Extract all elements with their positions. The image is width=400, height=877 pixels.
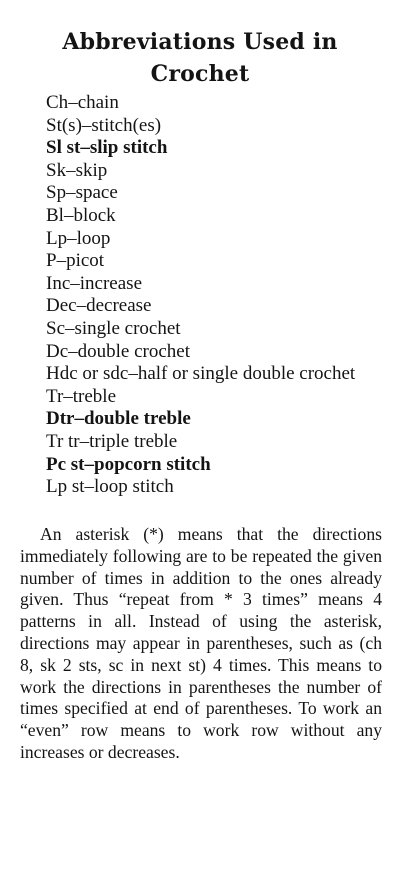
abbreviation-separator: – [128,363,138,385]
abbreviation-item [46,408,386,431]
abbreviation-term: Pc st [46,453,85,475]
abbreviation-meaning: double treble [83,408,191,430]
abbreviation-term: Dc [46,340,69,362]
abbreviation-item [46,205,386,228]
abbreviation-term: Lp st [46,476,85,498]
abbreviation-meaning: half or single double crochet [137,363,356,385]
abbreviation-item [46,137,386,160]
abbreviation-term: Sk [46,159,67,181]
abbreviation-separator: – [68,340,78,362]
abbreviation-term: Lp [46,227,68,249]
abbreviation-meaning: triple treble [89,430,178,452]
abbreviation-separator: – [63,204,74,226]
abbreviation-list [46,92,386,499]
abbreviation-term: P [46,250,57,272]
abbreviation-separator: – [84,476,95,498]
abbreviation-meaning: picot [66,250,105,272]
abbreviation-item [46,341,386,364]
abbreviation-item [46,92,386,115]
abbreviation-term: Bl [46,204,64,226]
abbreviation-item [46,386,386,409]
abbreviation-separator: – [74,408,84,430]
abbreviation-item [46,115,386,138]
abbreviation-meaning: treble [72,385,117,407]
abbreviation-separator: – [66,182,76,204]
abbreviation-meaning: decrease [86,295,152,317]
abbreviation-meaning: stitch(es) [91,114,162,136]
abbreviation-separator: – [81,114,92,136]
abbreviation-term: Ch [46,92,69,113]
abbreviation-term: Dtr [46,408,75,430]
abbreviation-item [46,363,384,386]
abbreviation-item [46,295,386,318]
explanation-paragraph: An asterisk (*) means that the directions immediately following are to be repeated the given number of times in addition to the ones already given. Thus “repeat from * 3 times” means 4 patterns in all. Instead of using the asterisk, directions may appear in parentheses, such as (ch 8, sk 2 sts, sc in next st) 4 times. This means to work the directions in parentheses the number of times specified at end of parentheses. To work an “even” row means to work row without any increases or decreases. [20,524,382,762]
abbreviation-item [46,250,386,273]
abbreviation-meaning: chain [77,92,119,113]
abbreviation-separator: – [80,137,90,159]
abbreviation-term: St(s) [46,114,82,136]
abbreviation-term: Hdc or sdc [46,363,129,385]
abbreviation-item [46,476,386,499]
abbreviation-meaning: loop stitch [94,476,174,498]
abbreviation-meaning: popcorn stitch [94,453,211,475]
abbreviation-item [46,182,386,205]
abbreviation-separator: – [67,227,77,249]
abbreviation-item [46,318,386,341]
abbreviation-meaning: increase [79,272,142,294]
abbreviation-meaning: single crochet [74,317,181,339]
abbreviation-item [46,160,386,183]
page-title: Abbreviations Used in Crochet [62,29,338,87]
abbreviation-meaning: space [75,182,118,204]
abbreviation-separator: – [68,92,78,113]
abbreviation-separator: – [63,385,73,407]
abbreviation-separator: – [79,430,90,452]
abbreviation-term: Sc [46,317,65,339]
abbreviation-term: Tr tr [46,430,80,452]
abbreviation-separator: – [66,159,76,181]
abbreviation-term: Sp [46,182,67,204]
abbreviation-meaning: skip [75,159,108,181]
abbreviation-item [46,431,386,454]
abbreviation-separator: – [70,272,80,294]
abbreviation-separator: – [65,317,75,339]
abbreviation-item [46,454,386,477]
abbreviation-meaning: double crochet [77,340,191,362]
abbreviation-meaning: block [73,204,116,226]
abbreviation-separator: – [56,250,67,272]
abbreviation-separator: – [84,453,95,475]
abbreviation-term: Tr [46,385,64,407]
abbreviation-separator: – [76,295,87,317]
abbreviation-meaning: slip stitch [89,137,168,159]
abbreviation-term: Sl st [46,137,81,159]
abbreviation-term: Inc [46,272,71,294]
abbreviation-item [46,228,386,251]
abbreviation-term: Dec [46,295,77,317]
abbreviation-item [46,273,386,296]
abbreviation-meaning: loop [76,227,111,249]
